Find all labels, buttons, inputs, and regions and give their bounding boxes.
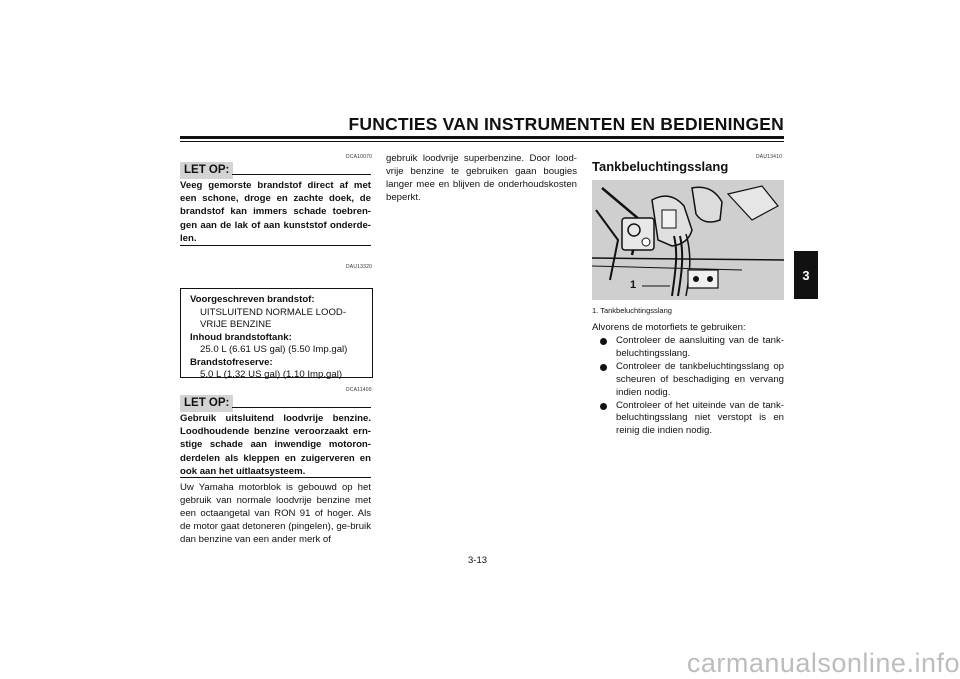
page-number: 3-13: [468, 555, 488, 566]
middle-body-text: gebruik loodvrije superbenzine. Door lood-vrije benzine te gebruiken gaan bougies langer mee en blijven de onderhoudskosten beperkt.: [386, 153, 577, 203]
spec-label-capacity: Inhoud brandstoftank:: [190, 331, 292, 343]
note2-top-rule: [232, 407, 371, 408]
bullet-icon: [600, 364, 607, 371]
note2-header: [180, 393, 233, 412]
note1-top-rule: [232, 174, 371, 175]
bullet-icon: [600, 403, 607, 410]
section-heading: Tankbeluchtingsslang: [592, 159, 729, 174]
intro-text: Alvorens de motorfiets te gebruiken:: [592, 322, 746, 333]
note1-header: [180, 160, 233, 179]
note2-badge: LET OP:: [180, 395, 233, 412]
spec-value-fuel-2: VRIJE BENZINE: [200, 319, 272, 330]
note2-code: DCA11400: [346, 387, 372, 393]
list-item-text: Controleer de aansluiting van de tank-beluchtingsslang.: [616, 335, 784, 359]
section-code: DAU13410: [756, 154, 783, 160]
title-rule: [180, 136, 784, 139]
note2-text: Gebruik uitsluitend loodvrije benzine. Loodhoudende benzine veroorzaakt ern-stige schade aan inwendige motoron-derdelen als kleppen en zuigerveren en ook aan het uitlaatsysteem.: [180, 413, 371, 477]
fuel-spec-box: [180, 288, 373, 378]
bullet-icon: [600, 338, 607, 345]
note1-code: DCA10070: [346, 154, 373, 160]
list-item: [592, 400, 784, 439]
list-item: [592, 361, 784, 400]
checklist: [592, 335, 784, 438]
page-title: FUNCTIES VAN INSTRUMENTEN EN BEDIENINGEN: [348, 114, 784, 134]
figure-caption: 1. Tankbeluchtingsslang: [592, 306, 672, 315]
note1-text: Veeg gemorste brandstof direct af met een schone, droge en zachte doek, de brandstof kan immers schade toebren-gen aan de lak of aan kunststof onderde-len.: [180, 180, 371, 244]
breather-hose-figure: [592, 180, 784, 300]
watermark[interactable]: carmanualsonline.info: [686, 648, 960, 678]
spec-value-fuel-1: UITSLUITEND NORMALE LOOD-: [200, 306, 347, 318]
figure-callout: 1: [630, 279, 637, 291]
note2-bottom-rule: [180, 477, 371, 478]
list-item: [592, 335, 784, 361]
spec-label-reserve: Brandstofreserve:: [190, 356, 273, 368]
engine-illustration: [592, 180, 784, 300]
list-item-text: Controleer de tankbeluchtingsslang op scheuren of beschadiging en vervang indien nodig.: [616, 360, 784, 398]
note1-bottom-rule: [180, 245, 371, 246]
list-item-text: Controleer of het uiteinde van de tank-beluchtingsslang niet verstopt is en reinig die indien nodig.: [616, 399, 784, 437]
title-rule-thin: [180, 141, 784, 142]
spec-label-fuel: Voorgeschreven brandstof:: [190, 294, 315, 305]
left-body-text: Uw Yamaha motorblok is gebouwd op het gebruik van normale loodvrije benzine met een octaangetal van RON 91 of hoger. Als de motor gaat detoneren (pingelen), ge-bruik dan benzine van een ander merk of: [180, 482, 371, 545]
spec-code: DAU13320: [346, 264, 373, 270]
note1-badge: LET OP:: [180, 162, 233, 179]
spec-value-reserve: 5.0 L (1.32 US gal) (1.10 Imp.gal): [200, 369, 343, 380]
spec-value-capacity: 25.0 L (6.61 US gal) (5.50 Imp.gal): [200, 344, 348, 355]
chapter-tab[interactable]: 3: [794, 251, 818, 299]
